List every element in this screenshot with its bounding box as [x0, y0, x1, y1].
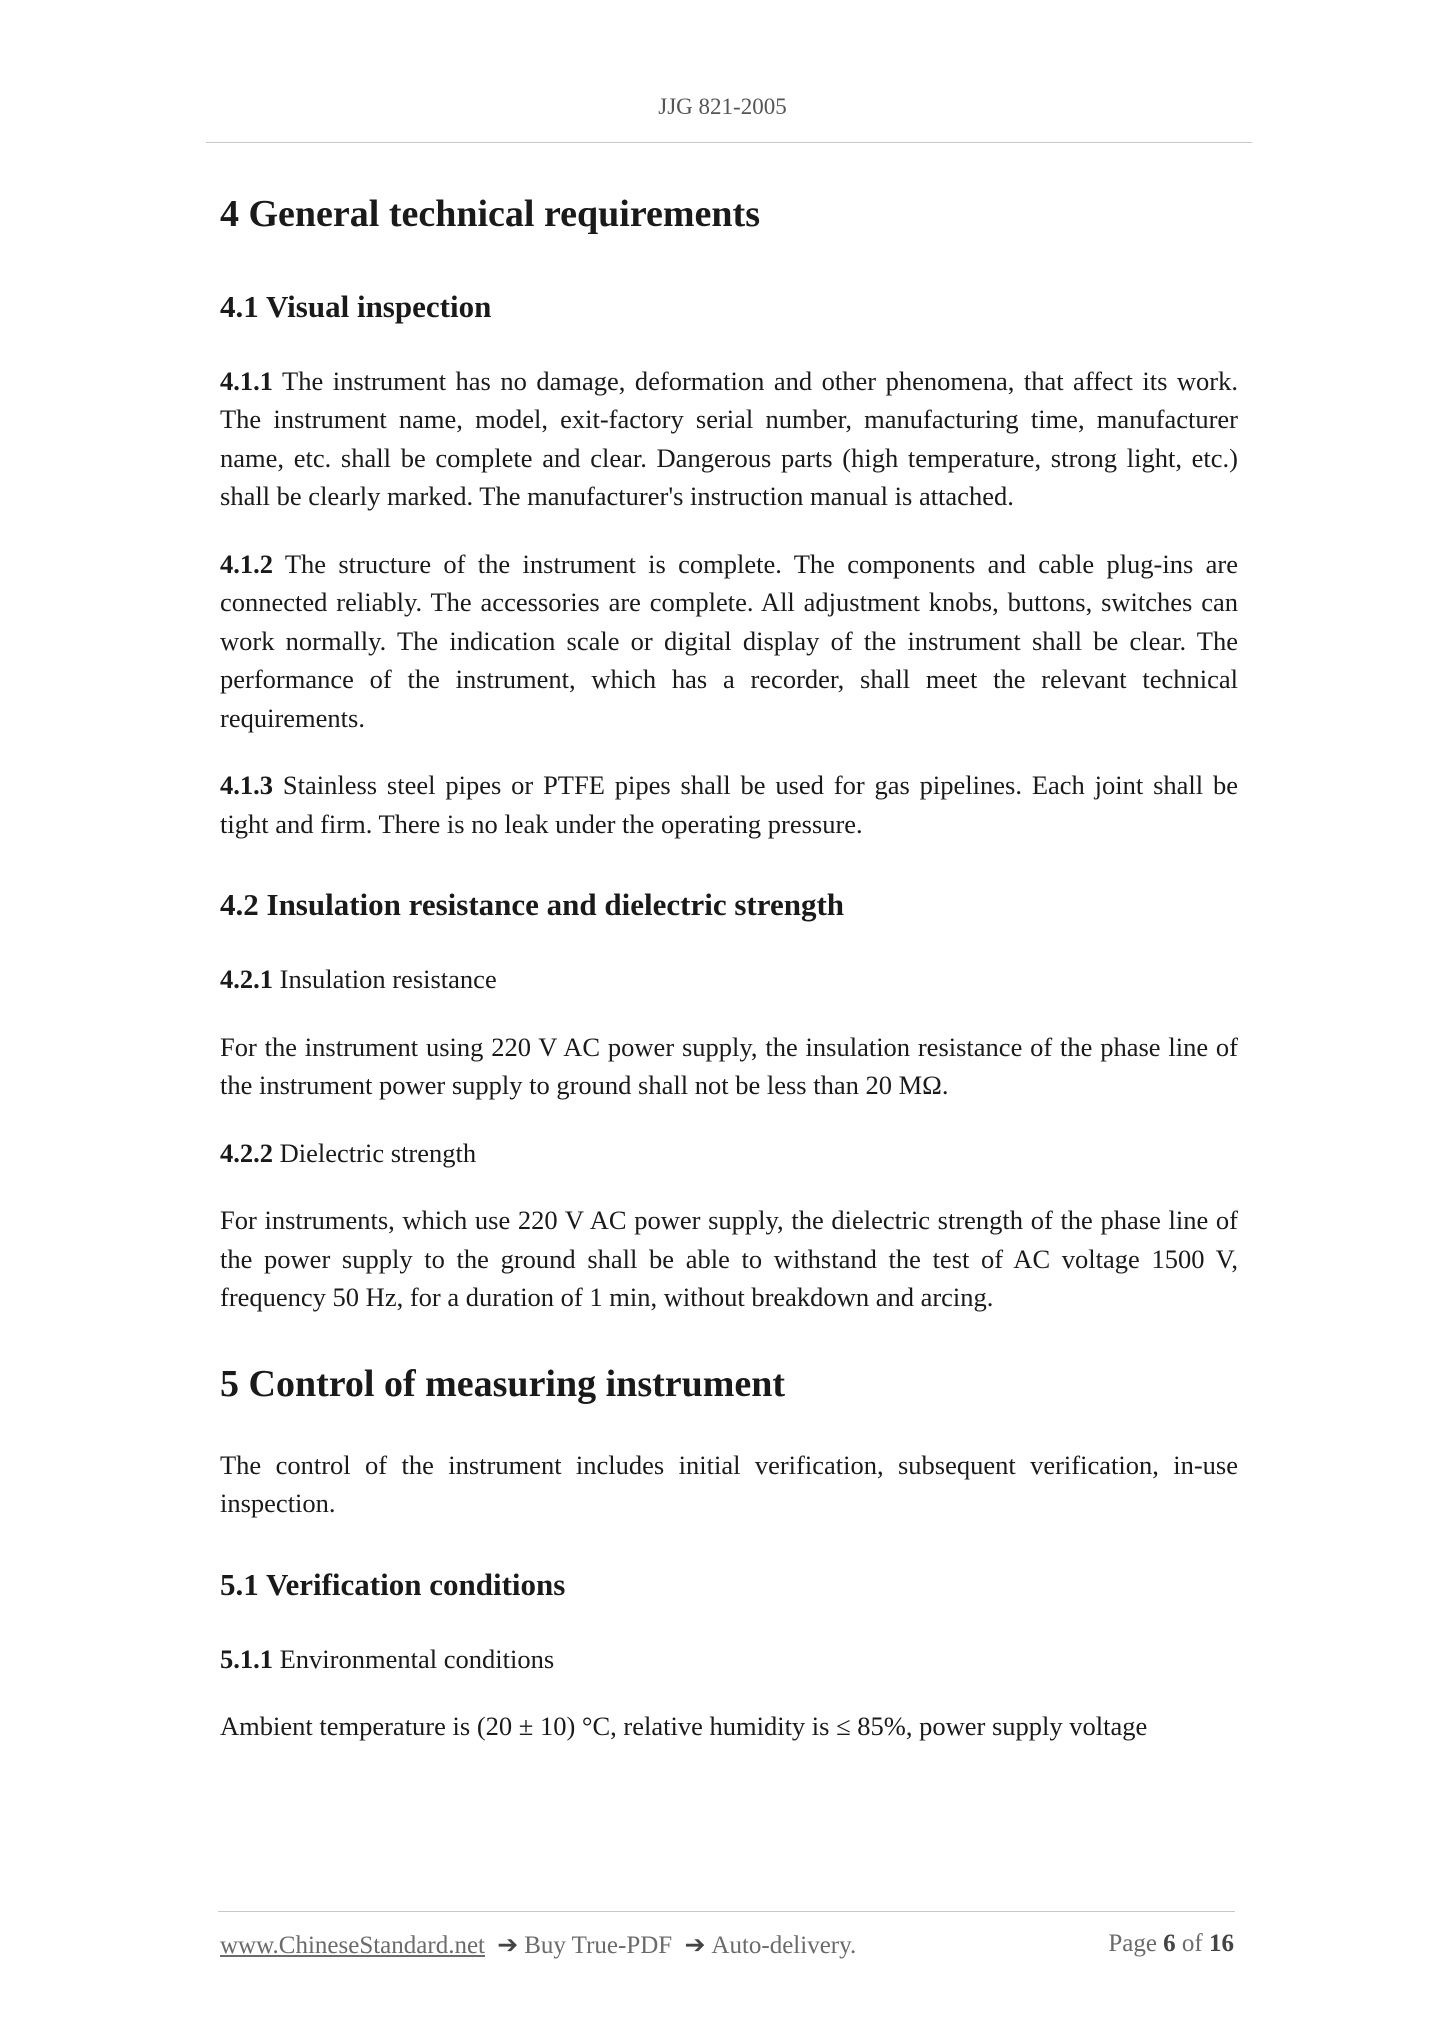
clause-number: 4.1.2 — [220, 548, 273, 579]
clause-4-2-2-body: For instruments, which use 220 V AC power supply, the dielectric strength of the phase line of the power supply to the ground shall be able to withstand the test of AC voltage 1500 V, frequency 50 Hz, for a duration of 1 min, without breakdown and arcing. — [220, 1205, 1238, 1313]
clause-4-2-1-body: For the instrument using 220 V AC power supply, the insulation resistance of the phase line of the instrument power supply to ground shall not be less than 20 MΩ. — [220, 1031, 1238, 1101]
page-indicator — [1108, 1930, 1234, 1958]
clause-number: 5.1.1 — [220, 1643, 273, 1674]
section-4-heading: 4 General technical requirements — [220, 193, 760, 235]
clause-text: The instrument has no damage, deformation and other phenomena, that affect its work. The instrument name, model, exit-factory serial number, manufacturing time, manufacturer name, etc. shall be complete and clear. Dangerous parts (high temperature, strong light, etc.) shall be clearly marked. The manufacturer's instruction manual is attached. — [220, 365, 1238, 512]
section-4-2-heading: 4.2 Insulation resistance and dielectric strength — [220, 887, 845, 923]
arrow-right-icon: ➔ — [684, 1932, 706, 1959]
of-label: of — [1181, 1930, 1203, 1957]
website-link[interactable]: www.ChineseStandard.net — [220, 1932, 485, 1959]
running-header: JJG 821-2005 — [658, 94, 787, 119]
clause-4-1-2 — [220, 545, 1238, 738]
page-number: 6 — [1163, 1930, 1176, 1957]
clause-4-2-2 — [220, 1134, 1238, 1173]
section-5-intro: The control of the instrument includes initial verification, subsequent verification, in-use inspection. — [220, 1449, 1238, 1519]
section-5-1-heading: 5.1 Verification conditions — [220, 1566, 566, 1602]
clause-text: Environmental conditions — [279, 1643, 555, 1674]
clause-text: Dielectric strength — [279, 1137, 477, 1168]
clause-4-2-1 — [220, 960, 1238, 999]
footer-divider — [218, 1911, 1235, 1912]
page-label: Page — [1108, 1930, 1157, 1957]
clause-number: 4.2.2 — [220, 1137, 273, 1168]
footer-promo — [220, 1930, 856, 1960]
clause-4-1-1 — [220, 362, 1238, 516]
clause-text: Stainless steel pipes or PTFE pipes shall be used for gas pipelines. Each joint shall be tight and firm. There is no leak under the operating pressure. — [220, 770, 1239, 839]
page-body — [220, 182, 1238, 1746]
clause-5-1-1 — [220, 1640, 1238, 1679]
header-divider — [206, 142, 1252, 143]
auto-delivery-text: Auto-delivery. — [711, 1932, 857, 1959]
section-4-1-heading: 4.1 Visual inspection — [220, 288, 492, 324]
section-5-heading: 5 Control of measuring instrument — [220, 1362, 786, 1405]
arrow-right-icon: ➔ — [497, 1932, 519, 1959]
clause-text: The structure of the instrument is complete. The components and cable plug-ins are connected reliably. The accessories are complete. All adjustment knobs, buttons, switches can work normally. The indication scale or digital display of the instrument shall be clear. The performance of the instrument, which has a recorder, shall meet the relevant technical requirements. — [220, 548, 1238, 733]
clause-text: Insulation resistance — [279, 964, 497, 995]
clause-number: 4.1.1 — [220, 365, 273, 396]
clause-5-1-1-body: Ambient temperature is (20 ± 10) °C, relative humidity is ≤ 85%, power supply voltage — [220, 1711, 1148, 1742]
clause-number: 4.1.3 — [220, 770, 273, 801]
clause-number: 4.2.1 — [220, 964, 273, 995]
buy-true-pdf-text: Buy True-PDF — [524, 1932, 673, 1959]
page-total: 16 — [1209, 1930, 1234, 1957]
clause-4-1-3 — [220, 766, 1238, 843]
